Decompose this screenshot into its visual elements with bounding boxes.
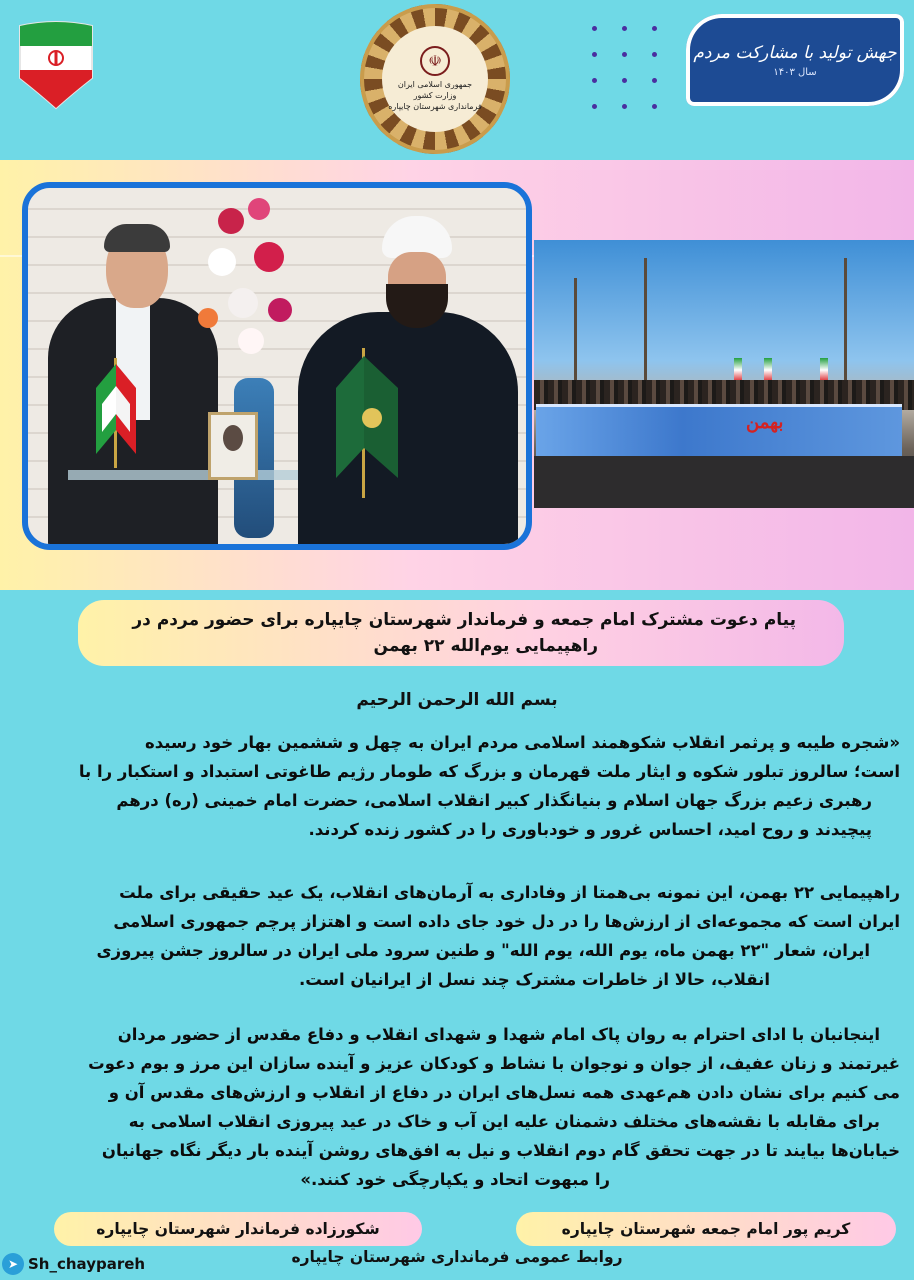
banner-year: سال ۱۴۰۳ — [773, 66, 817, 78]
imam-figure — [298, 216, 518, 550]
paragraph-2 — [14, 878, 900, 994]
paragraph-line: ایران، شعار "۲۲ بهمن ماه، یوم الله، یوم الله" و طنین سرود ملی ایران در سالروز جشن پیروزی — [96, 941, 870, 960]
rally-photo — [534, 240, 914, 508]
paragraph-line: می کنیم برای نشان دادن هم‌عهدی همه نسل‌های ایران در دفاع از انقلاب و ارزش‌های مقدس آن و — [108, 1083, 900, 1102]
paragraph-1 — [14, 728, 900, 844]
paragraph-3 — [14, 1020, 900, 1194]
paragraph-line: غیرتمند و زنان عفیف، از جوان و نوجوان با نشاط و کودکان عزیز و آینده سازان این مرز و بوم دعوت — [88, 1054, 900, 1073]
telegram-handle[interactable] — [2, 1252, 145, 1276]
banner-title: جهش تولید با مشارکت مردم — [693, 42, 897, 63]
paragraph-line: ایران است که مجموعه‌ای از ارزش‌ها را در دل خود جای داده است و اهتزاز پرچم جمهوری اسلامی — [113, 912, 900, 931]
logo-line-2: وزارت کشور — [413, 91, 457, 100]
paragraph-line: رهبری زعیم بزرگ جهان اسلام و بنیانگذار کبیر انقلاب اسلامی، حضرت امام خمینی (ره) درهم — [116, 791, 872, 810]
basmala: بسم الله الرحمن الرحیم — [356, 690, 558, 710]
telegram-handle-text: Sh_chaypareh — [28, 1255, 146, 1273]
tree — [644, 258, 647, 398]
paragraph-line: «شجره طیبه و پرثمر انقلاب شکوهمند اسلامی مردم ایران به چهل و ششمین بهار خود رسیده — [144, 733, 900, 752]
governor-signature: شکورزاده فرماندار شهرستان چایپاره — [54, 1212, 422, 1246]
rally-banner-text: بهمن — [746, 412, 784, 433]
road — [534, 456, 914, 508]
iran-desk-flag-icon — [94, 358, 138, 468]
paragraph-line: خیابان‌ها بیایند تا در جهت تحقق گام دوم انقلاب و نیل به افق‌های روشن آینده بار دیگر نگاه جهانیان — [101, 1141, 900, 1160]
paragraph-line: برای مقابله با نقشه‌های مختلف دشمنان علیه این آب و خاک در عید پیروزی انقلاب اسلامی به — [128, 1112, 880, 1131]
paragraph-line: پیچیدند و روح امید، احساس غرور و خودباوری را در کشور زنده کردند. — [308, 820, 872, 839]
iran-emblem-icon: ☫ — [420, 46, 450, 76]
rally-banner — [536, 404, 902, 459]
ministry-logo — [360, 4, 510, 154]
year-slogan-banner — [686, 14, 904, 106]
headline-line-1: پیام دعوت مشترک امام جمعه و فرماندار شهرستان چایپاره برای حضور مردم در — [132, 610, 796, 630]
paragraph-line: است؛ سالروز تبلور شکوه و ایثار ملت قهرمان و بزرگ که طومار رژیم طاغوتی استبداد و استکبار را با — [78, 762, 900, 781]
paragraph-line: اینجانبان با ادای احترام به روان پاک امام شهدا و شهدای انقلاب و دفاع مقدس از حضور مردان — [117, 1025, 880, 1044]
logo-line-3: فرمانداری شهرستان چایپاره — [388, 102, 482, 111]
headline-pill — [78, 600, 844, 666]
public-relations-credit: روابط عمومی فرمانداری شهرستان چایپاره — [291, 1248, 623, 1266]
decorative-dots — [592, 26, 662, 110]
headline-line-2: راهپیمایی یوم‌الله ۲۲ بهمن — [373, 636, 598, 656]
meeting-photo — [22, 182, 532, 550]
ministry-logo-inner — [382, 26, 488, 132]
paragraph-line: انقلاب، حالا از خاطرات مشترک چند نسل از ایرانیان است. — [299, 970, 770, 989]
street-lamp — [844, 258, 847, 398]
logo-line-1: جمهوری اسلامی ایران — [397, 80, 473, 89]
iran-flag-icon — [16, 18, 96, 112]
imam-signature: کریم پور امام جمعه شهرستان چایپاره — [516, 1212, 896, 1246]
portrait-frame — [208, 412, 258, 480]
green-desk-flag-icon — [332, 348, 402, 498]
telegram-icon: ➤ — [2, 1253, 24, 1275]
flower-bouquet — [198, 198, 308, 378]
paragraph-line: را مبهوت اتحاد و یکپارچگی خود کنند.» — [300, 1170, 610, 1189]
paragraph-line: راهپیمایی ۲۲ بهمن، این نمونه بی‌همتا از وفاداری به آرمان‌های انقلاب، یک عید حقیقی برای ملت — [119, 883, 900, 902]
